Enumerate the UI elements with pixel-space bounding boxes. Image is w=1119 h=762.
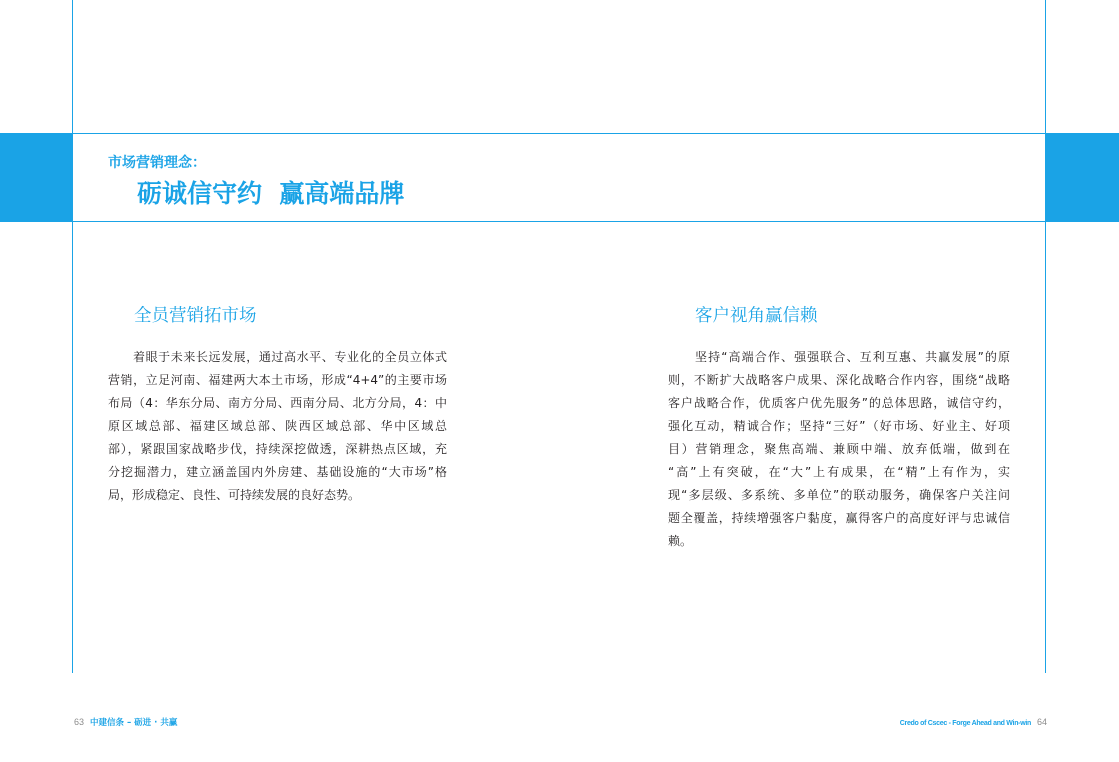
section-heading-left: 全员营销拓市场	[134, 306, 257, 326]
body-line: 则，不断扩大战略客户成果、深化战略合作内容，围绕“战略	[668, 373, 1010, 387]
section-body-right	[668, 346, 1010, 553]
right-margin-rule	[1045, 0, 1046, 673]
body-line: 题全覆盖，持续增强客户黏度，赢得客户的高度好评与忠诚信	[668, 511, 1010, 525]
body-line: 赖。	[668, 534, 693, 548]
page-number-left: 63	[74, 717, 85, 727]
header-kicker: 市场营销理念：	[108, 155, 206, 171]
body-line: 布局（4：华东分局、南方分局、西南分局、北方分局，4：中	[108, 396, 447, 410]
body-line: 着眼于未来长远发展，通过高水平、专业化的全员立体式	[133, 350, 447, 364]
footer-right	[900, 714, 1047, 726]
header-band-left-block	[0, 133, 72, 222]
header-band-top-rule	[72, 133, 1046, 134]
body-line: 目）营销理念，聚焦高端、兼顾中端、放弃低端，做到在	[668, 442, 1010, 456]
body-line: 现“多层级、多系统、多单位”的联动服务，确保客户关注问	[668, 488, 1010, 502]
body-line: 局，形成稳定、良性、可持续发展的良好态势。	[108, 488, 361, 502]
left-margin-rule	[72, 0, 73, 673]
body-line: 部），紧跟国家战略步伐，持续深挖做透，深耕热点区域，充	[108, 442, 447, 456]
body-line: “高”上有突破，在“大”上有成果，在“精”上有作为，实	[668, 465, 1010, 479]
header-band-bottom-rule	[72, 221, 1046, 222]
section-body-left	[108, 346, 447, 507]
page-number-right: 64	[1036, 717, 1047, 727]
body-line: 坚持“高端合作、强强联合、互利互惠、共赢发展”的原	[695, 350, 1010, 364]
body-line: 强化互动，精诚合作；坚持“三好”（好市场、好业主、好项	[668, 419, 1010, 433]
footer-title-right: Credo of Cscec - Forge Ahead and Win-win	[899, 720, 1031, 727]
body-line: 分挖掘潜力，建立涵盖国内外房建、基础设施的“大市场”格	[108, 465, 447, 479]
body-line: 客户战略合作，优质客户优先服务”的总体思路，诚信守约，	[668, 396, 1010, 410]
page-title: 砺诚信守约 赢高端品牌	[137, 179, 405, 208]
body-line: 原区域总部、福建区域总部、陕西区域总部、华中区域总	[108, 419, 447, 433]
section-heading-right: 客户视角赢信赖	[695, 306, 818, 326]
header-band-right-block	[1045, 133, 1119, 222]
body-line: 营销，立足河南、福建两大本土市场，形成“4+4”的主要市场	[108, 373, 447, 387]
footer-left	[74, 714, 177, 726]
footer-title-left: 中建信条 – 砺进 · 共赢	[90, 718, 178, 728]
